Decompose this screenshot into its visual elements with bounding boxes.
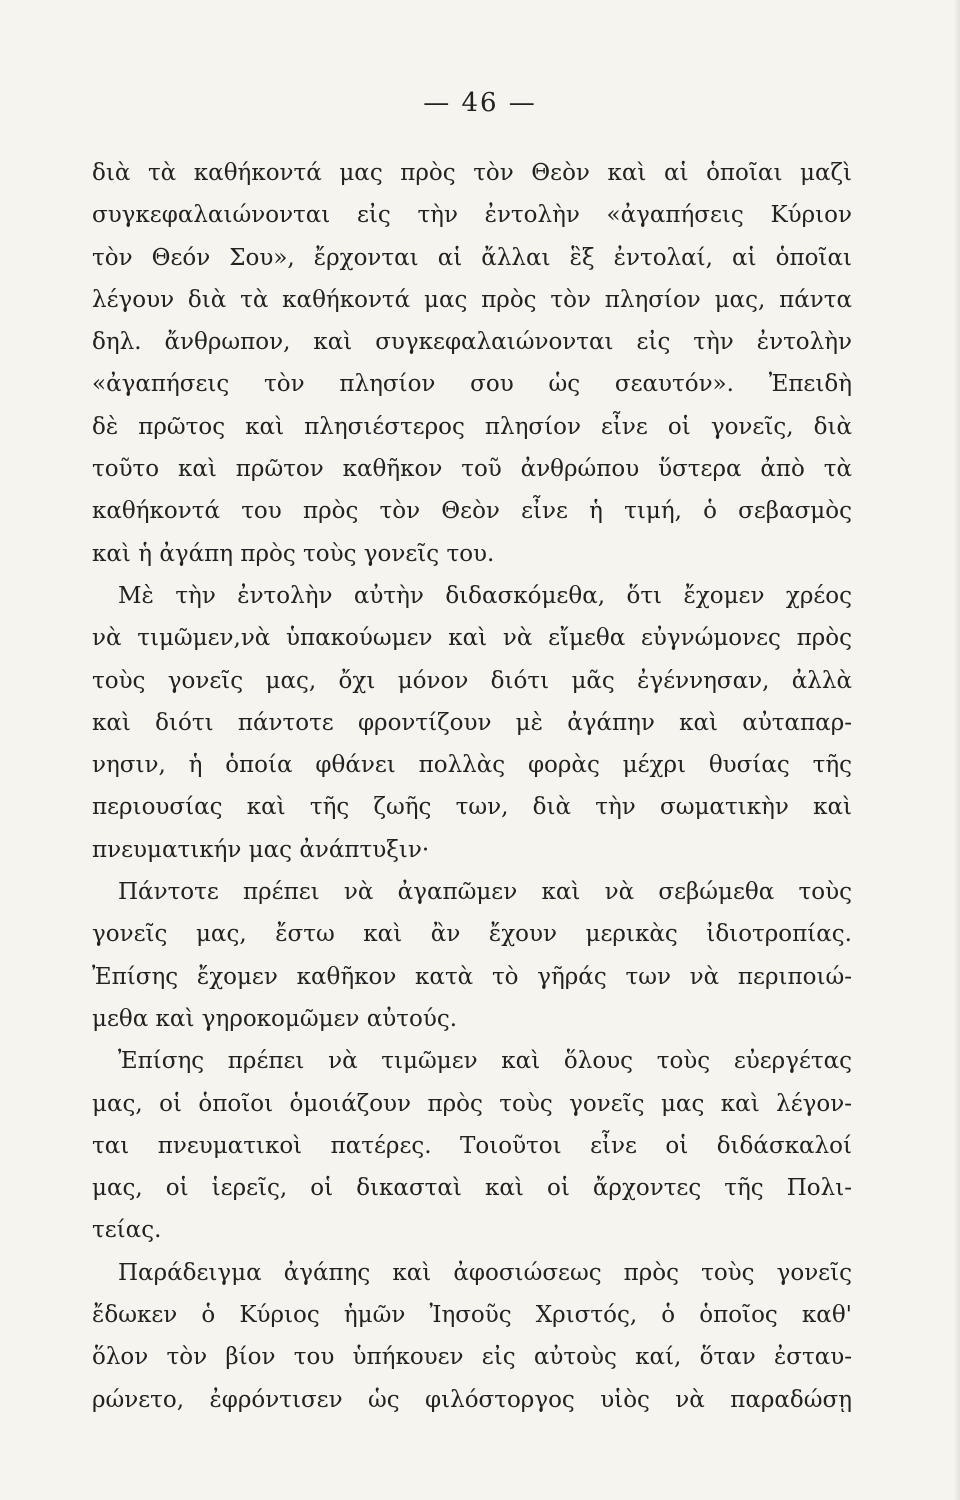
text-line: ρώνετο, ἐφρόντισεν ὡς φιλόστοργος υἱὸς νὰ παραδώσῃ xyxy=(92,1386,852,1413)
paragraph-start-line: Πάντοτε πρέπει νὰ ἀγαπῶμεν καὶ νὰ σεβώμεθα τοὺς xyxy=(118,879,852,906)
text-line: διὰ τὰ καθήκοντά μας πρὸς τὸν Θεὸν καὶ αἱ ὁποῖαι μαζὶ xyxy=(92,160,852,186)
text-line: ται πνευματικοὶ πατέρες. Τοιοῦτοι εἶνε οἱ διδάσκαλοί xyxy=(92,1132,852,1159)
body-text xyxy=(92,152,852,1421)
text-line: τοῦτο καὶ πρῶτον καθῆκον τοῦ ἀνθρώπου ὕστερα ἀπὸ τὰ xyxy=(92,456,852,483)
text-line: συγκεφαλαιώνονται εἰς τὴν ἐντολὴν «ἀγαπήσεις Κύριον xyxy=(92,202,852,229)
text-line: γονεῖς μας, ἔστω καὶ ἂν ἔχουν μερικὰς ἰδιοτροπίας. xyxy=(92,921,852,948)
text-line: ὅλον τὸν βίον του ὑπήκουεν εἰς αὐτοὺς καί, ὅταν ἐσταυ- xyxy=(92,1344,852,1371)
text-line: δὲ πρῶτος καὶ πλησιέστερος πλησίον εἶνε οἱ γονεῖς, διὰ xyxy=(92,413,852,440)
text-line: νὰ τιμῶμεν,νὰ ὑπακούωμεν καὶ νὰ εἴμεθα εὐγνώμονες πρὸς xyxy=(92,625,852,652)
text-line: μας, οἱ ἱερεῖς, οἱ δικασταὶ καὶ οἱ ἄρχοντες τῆς Πολι- xyxy=(92,1175,852,1202)
text-line: Ἐπίσης ἔχομεν καθῆκον κατὰ τὸ γῆράς των νὰ περιποιώ- xyxy=(92,963,852,990)
text-line: «ἀγαπήσεις τὸν πλησίον σου ὡς σεαυτόν». Ἐπειδὴ xyxy=(92,371,852,398)
page-number: — 46 — xyxy=(423,88,537,118)
text-line: δηλ. ἄνθρωπον, καὶ συγκεφαλαιώνονται εἰς τὴν ἐντολὴν xyxy=(92,329,852,356)
text-line: πνευματικήν μας ἀνάπτυξιν· xyxy=(92,836,430,863)
text-line: νησιν, ἡ ὁποία φθάνει πολλὰς φορὰς μέχρι θυσίας τῆς xyxy=(92,752,852,779)
text-line: λέγουν διὰ τὰ καθήκοντά μας πρὸς τὸν πλησίον μας, πάντα xyxy=(92,286,852,313)
paragraph-start-line: Μὲ τὴν ἐντολὴν αὐτὴν διδασκόμεθα, ὅτι ἔχομεν χρέος xyxy=(118,582,852,609)
text-line: καθήκοντά του πρὸς τὸν Θεὸν εἶνε ἡ τιμή, ὁ σεβασμὸς xyxy=(92,498,852,525)
text-line: μεθα καὶ γηροκομῶμεν αὐτούς. xyxy=(92,1005,458,1032)
text-line: τείας. xyxy=(92,1217,162,1244)
page-edge-shadow xyxy=(954,0,960,1500)
paragraph-start-line: Ἐπίσης πρέπει νὰ τιμῶμεν καὶ ὅλους τοὺς εὐεργέτας xyxy=(118,1048,852,1075)
text-line: καὶ διότι πάντοτε φροντίζουν μὲ ἀγάπην καὶ αὐταπαρ- xyxy=(92,709,852,736)
text-line: ἔδωκεν ὁ Κύριος ἡμῶν Ἰησοῦς Χριστός, ὁ ὁποῖος καθ' xyxy=(92,1302,852,1329)
text-line: καὶ ἡ ἀγάπη πρὸς τοὺς γονεῖς του. xyxy=(92,540,495,567)
text-line: περιουσίας καὶ τῆς ζωῆς των, διὰ τὴν σωματικὴν καὶ xyxy=(92,794,852,821)
text-line: τοὺς γονεῖς μας, ὄχι μόνον διότι μᾶς ἐγέννησαν, ἀλλὰ xyxy=(92,667,852,694)
text-line: μας, οἱ ὁποῖοι ὁμοιάζουν πρὸς τοὺς γονεῖς μας καὶ λέγον- xyxy=(92,1090,852,1117)
text-line: τὸν Θεόν Σου», ἔρχονται αἱ ἄλλαι ἓξ ἐντολαί, αἱ ὁποῖαι xyxy=(92,244,852,271)
paragraph-start-line: Παράδειγμα ἀγάπης καὶ ἀφοσιώσεως πρὸς τοὺς γονεῖς xyxy=(118,1259,852,1286)
